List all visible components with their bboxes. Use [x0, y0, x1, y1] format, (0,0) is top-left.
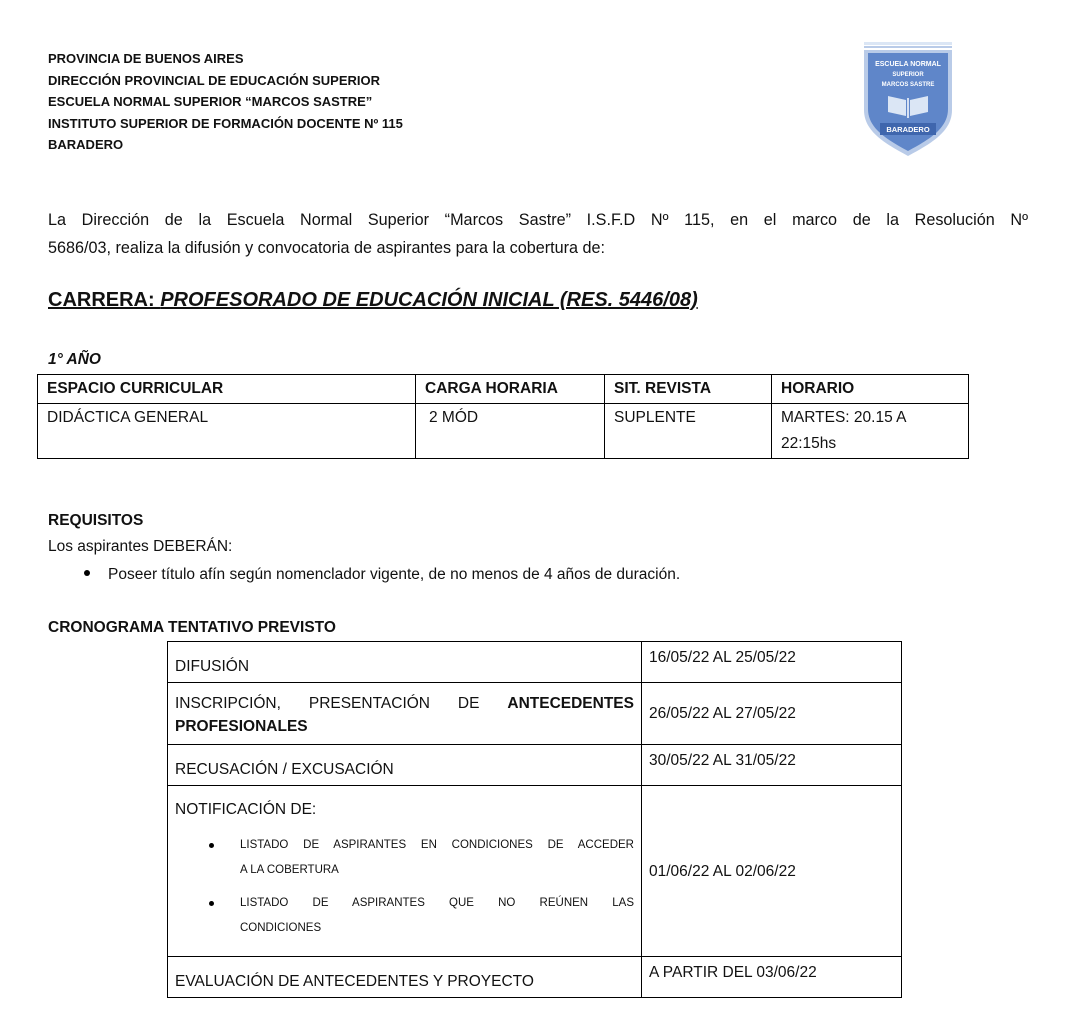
column-header: SIT. REVISTA: [605, 375, 772, 404]
schedule-row: [168, 683, 902, 745]
notification-title: NOTIFICACIÓN DE:: [175, 801, 317, 818]
intro-paragraph: [48, 206, 1028, 262]
schedule-row: [168, 642, 902, 683]
schedule-label: DIFUSIÓN: [168, 642, 642, 683]
letterhead-line: BARADERO: [48, 137, 124, 152]
crest-banner: BARADERO: [886, 125, 930, 134]
schedule-label: [168, 683, 642, 745]
horario-line: MARTES: 20.15 A: [781, 409, 907, 426]
requirement-text: Poseer título afín según nomenclador vigente, de no menos de 4 años de duración.: [108, 566, 681, 583]
column-header: HORARIO: [772, 375, 969, 404]
bullet-icon: [209, 901, 214, 906]
career-title: [48, 289, 698, 312]
bullet-icon: [84, 570, 90, 576]
column-header: CARGA HORARIA: [416, 375, 605, 404]
year-label: 1° AÑO: [48, 351, 101, 368]
requirements-title: REQUISITOS: [48, 512, 144, 529]
cell-horario: [772, 404, 969, 459]
cell-situacion: SUPLENTE: [605, 404, 772, 459]
intro-line-1: La Dirección de la Escuela Normal Superior “Marcos Sastre” I.S.F.D Nº 115, en el marco de la Resolución Nº: [48, 211, 1028, 229]
course-table: [37, 374, 969, 459]
letterhead-line: INSTITUTO SUPERIOR DE FORMACIÓN DOCENTE Nº 115: [48, 115, 403, 131]
school-crest-icon: [858, 40, 958, 158]
schedule-date: 16/05/22 AL 25/05/22: [642, 642, 902, 683]
schedule-table: [167, 641, 902, 998]
schedule-row: [168, 957, 902, 998]
cell-espacio: DIDÁCTICA GENERAL: [38, 404, 416, 459]
horario-line: 22:15hs: [781, 435, 837, 452]
schedule-date: 30/05/22 AL 31/05/22: [642, 745, 902, 786]
crest-text-line: ESCUELA NORMAL: [875, 61, 941, 68]
schedule-label-bold: ANTECEDENTES: [507, 695, 634, 712]
schedule-label-part: INSCRIPCIÓN, PRESENTACIÓN DE: [175, 695, 508, 712]
column-header: ESPACIO CURRICULAR: [38, 375, 416, 404]
crest-text-line: SUPERIOR: [892, 72, 924, 78]
schedule-label: EVALUACIÓN DE ANTECEDENTES Y PROYECTO: [168, 957, 642, 998]
requirements-subtitle: Los aspirantes DEBERÁN:: [48, 538, 233, 555]
schedule-label: [168, 786, 642, 957]
letterhead-line: ESCUELA NORMAL SUPERIOR “MARCOS SASTRE”: [48, 94, 373, 109]
intro-line-2: 5686/03, realiza la difusión y convocatoria de aspirantes para la cobertura de:: [48, 239, 606, 257]
schedule-row: [168, 745, 902, 786]
career-label: CARRERA:: [48, 289, 161, 311]
career-value: PROFESORADO DE EDUCACIÓN INICIAL (RES. 5446/08): [160, 289, 698, 311]
table-header-row: [38, 375, 969, 404]
letterhead-line: DIRECCIÓN PROVINCIAL DE EDUCACIÓN SUPERIOR: [48, 72, 381, 88]
table-row: [38, 404, 969, 459]
schedule-label-bold: PROFESIONALES: [175, 718, 308, 735]
schedule-label: RECUSACIÓN / EXCUSACIÓN: [168, 745, 642, 786]
letterhead-line: PROVINCIA DE BUENOS AIRES: [48, 51, 244, 66]
notification-subitem: LISTADO DE ASPIRANTES QUE NO REÚNEN LAS CONDICIONES: [205, 891, 634, 941]
schedule-date: 26/05/22 AL 27/05/22: [642, 683, 902, 745]
schedule-date: 01/06/22 AL 02/06/22: [642, 786, 902, 957]
notification-subitem: LISTADO DE ASPIRANTES EN CONDICIONES DE ACCEDER A LA COBERTURA: [205, 833, 634, 883]
crest-text-line: MARCOS SASTRE: [881, 82, 935, 88]
requirement-item: [84, 566, 680, 584]
schedule-title: CRONOGRAMA TENTATIVO PREVISTO: [48, 619, 336, 636]
schedule-date: A PARTIR DEL 03/06/22: [642, 957, 902, 998]
cell-carga: 2 MÓD: [416, 404, 605, 459]
schedule-row: [168, 786, 902, 957]
letterhead: [48, 48, 403, 156]
bullet-icon: [209, 843, 214, 848]
